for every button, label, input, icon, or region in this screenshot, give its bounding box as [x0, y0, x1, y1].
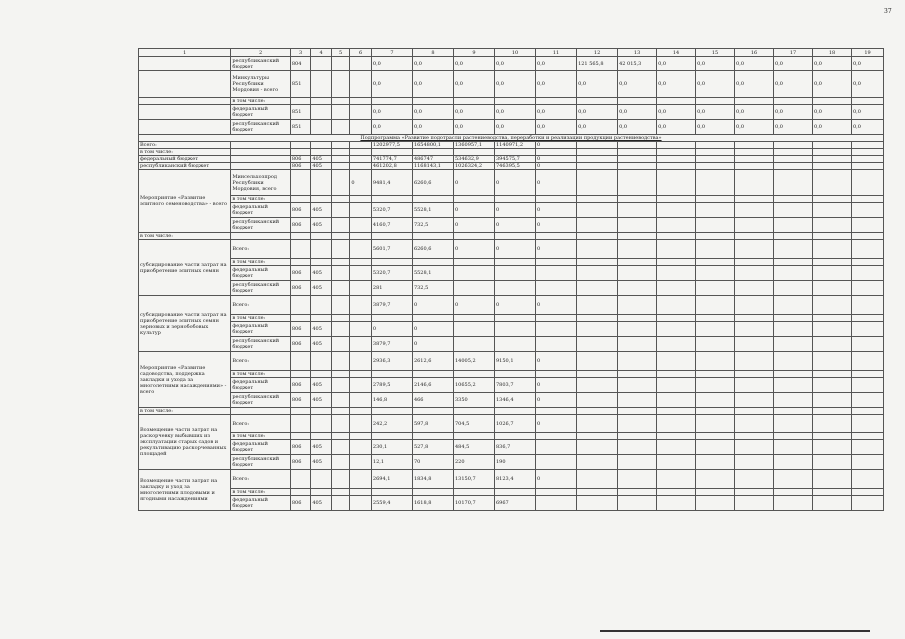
value-cell: 3879,7 [371, 296, 412, 315]
value-cell: 7803,7 [495, 378, 536, 393]
row-label: федеральный бюджет [139, 156, 231, 163]
value-cell: 0,0 [852, 120, 884, 135]
value-cell: 242,2 [371, 415, 412, 433]
value-cell: 0 [536, 218, 577, 233]
code-cell: 0 [350, 170, 372, 196]
value-cell: 1654800,1 [412, 142, 453, 149]
row-label: республиканский бюджет [231, 57, 291, 71]
value-cell: 0 [536, 393, 577, 408]
row-label: федеральный бюджет [231, 440, 291, 455]
value-cell: 9481,4 [371, 170, 412, 196]
code-cell: 405 [311, 337, 332, 352]
value-cell: 0,0 [618, 71, 657, 98]
col-header: 3 [290, 49, 311, 57]
value-cell: 0 [536, 142, 577, 149]
value-cell: 0,0 [371, 105, 412, 120]
header-row [139, 49, 884, 57]
col-header: 5 [331, 49, 349, 57]
value-cell: 0,0 [813, 120, 852, 135]
table-row [139, 203, 884, 218]
code-cell: 806 [290, 496, 311, 511]
value-cell: 1360957,1 [453, 142, 494, 149]
table-row [139, 98, 884, 105]
table-row [139, 142, 884, 149]
code-cell: 806 [290, 322, 311, 337]
value-cell: 394575,7 [495, 156, 536, 163]
value-cell: 0 [495, 170, 536, 196]
code-cell: 405 [311, 163, 332, 170]
code-cell: 405 [311, 266, 332, 281]
table-row [139, 433, 884, 440]
value-cell: 527,8 [412, 440, 453, 455]
col-header: 15 [696, 49, 735, 57]
col-header: 19 [852, 49, 884, 57]
value-cell: 1834,8 [412, 470, 453, 489]
col-header: 11 [536, 49, 577, 57]
value-cell: 0,0 [495, 120, 536, 135]
row-label: в том числе: [139, 233, 231, 240]
value-cell: 0,0 [536, 71, 577, 98]
value-cell: 4160,7 [371, 218, 412, 233]
value-cell: 0 [536, 240, 577, 259]
row-label: федеральный бюджет [231, 266, 291, 281]
value-cell: 0 [495, 240, 536, 259]
row-label: Всего: [231, 240, 291, 259]
row-label: Всего: [231, 415, 291, 433]
value-cell: 1618,8 [412, 496, 453, 511]
row-label: федеральный бюджет [231, 496, 291, 511]
value-cell: 9150,1 [495, 352, 536, 371]
row-label: Всего: [139, 142, 231, 149]
table-row [139, 196, 884, 203]
value-cell: 0,0 [813, 71, 852, 98]
value-cell: 0,0 [774, 120, 813, 135]
value-cell: 0,0 [774, 57, 813, 71]
row-label: в том числе: [231, 196, 291, 203]
row-label: республиканский бюджет [231, 281, 291, 296]
code-cell: 405 [311, 393, 332, 408]
table-row [139, 315, 884, 322]
value-cell: 0 [536, 156, 577, 163]
row-label: федеральный бюджет [231, 378, 291, 393]
row-label: федеральный бюджет [231, 203, 291, 218]
value-cell: 5528,1 [412, 203, 453, 218]
value-cell: 0 [536, 203, 577, 218]
value-cell: 0,0 [412, 120, 453, 135]
col-header: 10 [495, 49, 536, 57]
table-row [139, 337, 884, 352]
value-cell: 0,0 [735, 71, 774, 98]
code-cell: 405 [311, 455, 332, 470]
value-cell: 0 [536, 352, 577, 371]
value-cell: 0,0 [657, 105, 696, 120]
row-label: Всего: [231, 296, 291, 315]
value-cell: 0,0 [696, 120, 735, 135]
value-cell: 6260,6 [412, 240, 453, 259]
row-label: Возмещение части затрат на закладку и уход за многолетними плодовыми и ягодными насаждениями [139, 470, 231, 511]
value-cell: 1346,4 [495, 393, 536, 408]
value-cell: 0,0 [371, 71, 412, 98]
value-cell: 0,0 [696, 57, 735, 71]
value-cell: 0,0 [453, 105, 494, 120]
value-cell: 836,7 [495, 440, 536, 455]
row-label: в том числе: [139, 149, 231, 156]
value-cell: 0 [536, 163, 577, 170]
value-cell: 5320,7 [371, 266, 412, 281]
value-cell: 0 [536, 378, 577, 393]
col-header: 1 [139, 49, 231, 57]
value-cell: 10170,7 [453, 496, 494, 511]
table-row [139, 371, 884, 378]
value-cell: 0,0 [577, 71, 618, 98]
value-cell: 0,0 [577, 105, 618, 120]
value-cell: 2559,4 [371, 496, 412, 511]
table-row [139, 149, 884, 156]
code-cell: 851 [290, 71, 311, 98]
value-cell: 0,0 [735, 105, 774, 120]
value-cell: 746395,5 [495, 163, 536, 170]
value-cell: 0,0 [453, 120, 494, 135]
value-cell: 0,0 [774, 105, 813, 120]
table-row [139, 322, 884, 337]
value-cell: 0 [371, 322, 412, 337]
code-cell: 806 [290, 393, 311, 408]
table-row [139, 105, 884, 120]
value-cell: 0 [495, 203, 536, 218]
value-cell: 0 [536, 170, 577, 196]
value-cell: 0 [412, 322, 453, 337]
value-cell: 70 [412, 455, 453, 470]
value-cell: 5528,1 [412, 266, 453, 281]
row-label: в том числе: [231, 315, 291, 322]
table-row [139, 218, 884, 233]
value-cell: 0 [453, 240, 494, 259]
code-cell: 405 [311, 496, 332, 511]
col-header: 12 [577, 49, 618, 57]
table-row [139, 455, 884, 470]
table-row [139, 233, 884, 240]
value-cell: 0 [495, 218, 536, 233]
value-cell: 2789,5 [371, 378, 412, 393]
table-row [139, 163, 884, 170]
value-cell: 732,5 [412, 281, 453, 296]
value-cell: 2936,3 [371, 352, 412, 371]
value-cell: 1026324,2 [453, 163, 494, 170]
table-row [139, 496, 884, 511]
row-label: Мероприятие «Развитие садоводства, поддержка закладки и ухода за многолетними насаждениями» - всего [139, 352, 231, 408]
value-cell: 0,0 [813, 105, 852, 120]
table-row [139, 156, 884, 163]
value-cell: 2694,1 [371, 470, 412, 489]
value-cell: 732,5 [412, 218, 453, 233]
table-row [139, 393, 884, 408]
code-cell: 806 [290, 266, 311, 281]
row-label: республиканский бюджет [231, 393, 291, 408]
table-row [139, 415, 884, 433]
code-cell: 806 [290, 440, 311, 455]
table-row [139, 240, 884, 259]
col-header: 18 [813, 49, 852, 57]
row-label: в том числе: [139, 408, 231, 415]
value-cell: 0,0 [852, 57, 884, 71]
value-cell: 0 [412, 296, 453, 315]
value-cell: 2146,6 [412, 378, 453, 393]
code-cell: 405 [311, 218, 332, 233]
row-label: Минсельхозпрод Республики Мордовия, всего [231, 170, 291, 196]
code-cell: 806 [290, 163, 311, 170]
value-cell: 484,5 [453, 440, 494, 455]
value-cell: 0,0 [696, 71, 735, 98]
code-cell: 851 [290, 105, 311, 120]
value-cell: 0,0 [774, 71, 813, 98]
value-cell: 486747 [412, 156, 453, 163]
code-cell: 405 [311, 203, 332, 218]
value-cell: 12,1 [371, 455, 412, 470]
value-cell: 0,0 [371, 120, 412, 135]
table-row [139, 120, 884, 135]
value-cell: 0 [453, 203, 494, 218]
table-row [139, 440, 884, 455]
subprogram-title: Подпрограмма «Развитие подотрасли растениеводства, переработки и реализации продукции растениеводства» [139, 135, 884, 142]
row-label: субсидирование части затрат на приобретение элитных семян зерновых и зернобобовых культур [139, 296, 231, 352]
value-cell: 281 [371, 281, 412, 296]
value-cell: 6967 [495, 496, 536, 511]
row-label: Всего: [231, 470, 291, 489]
value-cell: 0,0 [453, 57, 494, 71]
value-cell: 0,0 [852, 105, 884, 120]
row-label: республиканский бюджет [231, 337, 291, 352]
value-cell: 0 [536, 470, 577, 489]
row-label: Возмещение части затрат на раскорчевку выбывших из эксплуатации старых садов и рекультивацию раскорчеванных площадей [139, 415, 231, 470]
table-row [139, 470, 884, 489]
row-label: в том числе: [231, 433, 291, 440]
value-cell: 0,0 [371, 57, 412, 71]
code-cell: 806 [290, 455, 311, 470]
col-header: 8 [412, 49, 453, 57]
row-label: субсидирование части затрат на приобретение элитных семян [139, 240, 231, 296]
value-cell: 220 [453, 455, 494, 470]
value-cell: 3879,7 [371, 337, 412, 352]
value-cell: 0,0 [618, 105, 657, 120]
value-cell: 14005,2 [453, 352, 494, 371]
row-label: в том числе: [231, 371, 291, 378]
table-row [139, 378, 884, 393]
row-label: республиканский бюджет [231, 120, 291, 135]
value-cell: 42 015,3 [618, 57, 657, 71]
value-cell: 0,0 [495, 105, 536, 120]
row-label: в том числе: [231, 98, 291, 105]
value-cell: 230,1 [371, 440, 412, 455]
row-label: федеральный бюджет [231, 322, 291, 337]
value-cell: 0,0 [813, 57, 852, 71]
table-row [139, 266, 884, 281]
value-cell: 121 565,8 [577, 57, 618, 71]
code-cell: 806 [290, 337, 311, 352]
value-cell: 0,0 [696, 105, 735, 120]
scan-artifact-line [600, 630, 870, 632]
value-cell: 0,0 [412, 71, 453, 98]
code-cell: 806 [290, 156, 311, 163]
value-cell: 8123,4 [495, 470, 536, 489]
value-cell: 0,0 [735, 57, 774, 71]
value-cell: 0,0 [735, 120, 774, 135]
value-cell: 6260,6 [412, 170, 453, 196]
table-row [139, 170, 884, 196]
value-cell: 0,0 [536, 57, 577, 71]
table-row [139, 57, 884, 71]
row-label: Минкультуры Республики Мордовия - всего [231, 71, 291, 98]
table-row [139, 281, 884, 296]
value-cell: 10655,2 [453, 378, 494, 393]
col-header: 17 [774, 49, 813, 57]
value-cell: 0,0 [453, 71, 494, 98]
value-cell: 3350 [453, 393, 494, 408]
table-row [139, 408, 884, 415]
value-cell: 0 [453, 170, 494, 196]
code-cell: 806 [290, 218, 311, 233]
value-cell: 0,0 [536, 120, 577, 135]
value-cell: 1202977,5 [371, 142, 412, 149]
value-cell: 0 [412, 337, 453, 352]
code-cell: 405 [311, 156, 332, 163]
code-cell: 806 [290, 281, 311, 296]
col-header: 6 [350, 49, 372, 57]
col-header: 4 [311, 49, 332, 57]
code-cell: 405 [311, 440, 332, 455]
row-label: федеральный бюджет [231, 105, 291, 120]
code-cell: 405 [311, 378, 332, 393]
value-cell: 0,0 [657, 120, 696, 135]
value-cell: 461202,8 [371, 163, 412, 170]
code-cell: 806 [290, 378, 311, 393]
table-row [139, 259, 884, 266]
value-cell: 1168143,1 [412, 163, 453, 170]
value-cell: 0,0 [657, 57, 696, 71]
table-row [139, 296, 884, 315]
value-cell: 0 [453, 218, 494, 233]
value-cell: 5601,7 [371, 240, 412, 259]
row-label: республиканский бюджет [231, 455, 291, 470]
value-cell: 0,0 [536, 105, 577, 120]
value-cell: 0,0 [412, 105, 453, 120]
value-cell: 13150,7 [453, 470, 494, 489]
col-header: 13 [618, 49, 657, 57]
value-cell: 466 [412, 393, 453, 408]
value-cell: 190 [495, 455, 536, 470]
col-header: 16 [735, 49, 774, 57]
value-cell: 1140971,2 [495, 142, 536, 149]
code-cell: 405 [311, 322, 332, 337]
value-cell: 0,0 [852, 71, 884, 98]
row-label: республиканский бюджет [139, 163, 231, 170]
value-cell: 0,0 [577, 120, 618, 135]
value-cell: 0,0 [657, 71, 696, 98]
row-label: Всего: [231, 352, 291, 371]
col-header: 9 [453, 49, 494, 57]
col-header: 7 [371, 49, 412, 57]
value-cell: 5320,7 [371, 203, 412, 218]
table-row [139, 489, 884, 496]
value-cell: 0,0 [618, 120, 657, 135]
row-label: в том числе: [231, 489, 291, 496]
row-label: в том числе: [231, 259, 291, 266]
table-row [139, 352, 884, 371]
value-cell: 0,0 [412, 57, 453, 71]
table-row [139, 135, 884, 142]
value-cell: 146,8 [371, 393, 412, 408]
col-header: 14 [657, 49, 696, 57]
table-row [139, 71, 884, 98]
code-cell: 806 [290, 203, 311, 218]
value-cell: 1026,7 [495, 415, 536, 433]
value-cell: 704,5 [453, 415, 494, 433]
value-cell: 0 [536, 415, 577, 433]
col-header: 2 [231, 49, 291, 57]
value-cell: 0 [453, 296, 494, 315]
code-cell: 405 [311, 281, 332, 296]
code-cell: 851 [290, 120, 311, 135]
value-cell: 2612,6 [412, 352, 453, 371]
value-cell: 0,0 [495, 57, 536, 71]
budget-table [138, 48, 884, 511]
value-cell: 741774,7 [371, 156, 412, 163]
code-cell: 804 [290, 57, 311, 71]
value-cell: 534632,9 [453, 156, 494, 163]
page-number: 37 [884, 8, 892, 15]
value-cell: 0 [536, 296, 577, 315]
value-cell: 597,8 [412, 415, 453, 433]
row-label: республиканский бюджет [231, 218, 291, 233]
value-cell: 0 [495, 296, 536, 315]
value-cell: 0,0 [495, 71, 536, 98]
row-label: Мероприятие «Развитие элитного семеноводства» - всего [139, 170, 231, 233]
